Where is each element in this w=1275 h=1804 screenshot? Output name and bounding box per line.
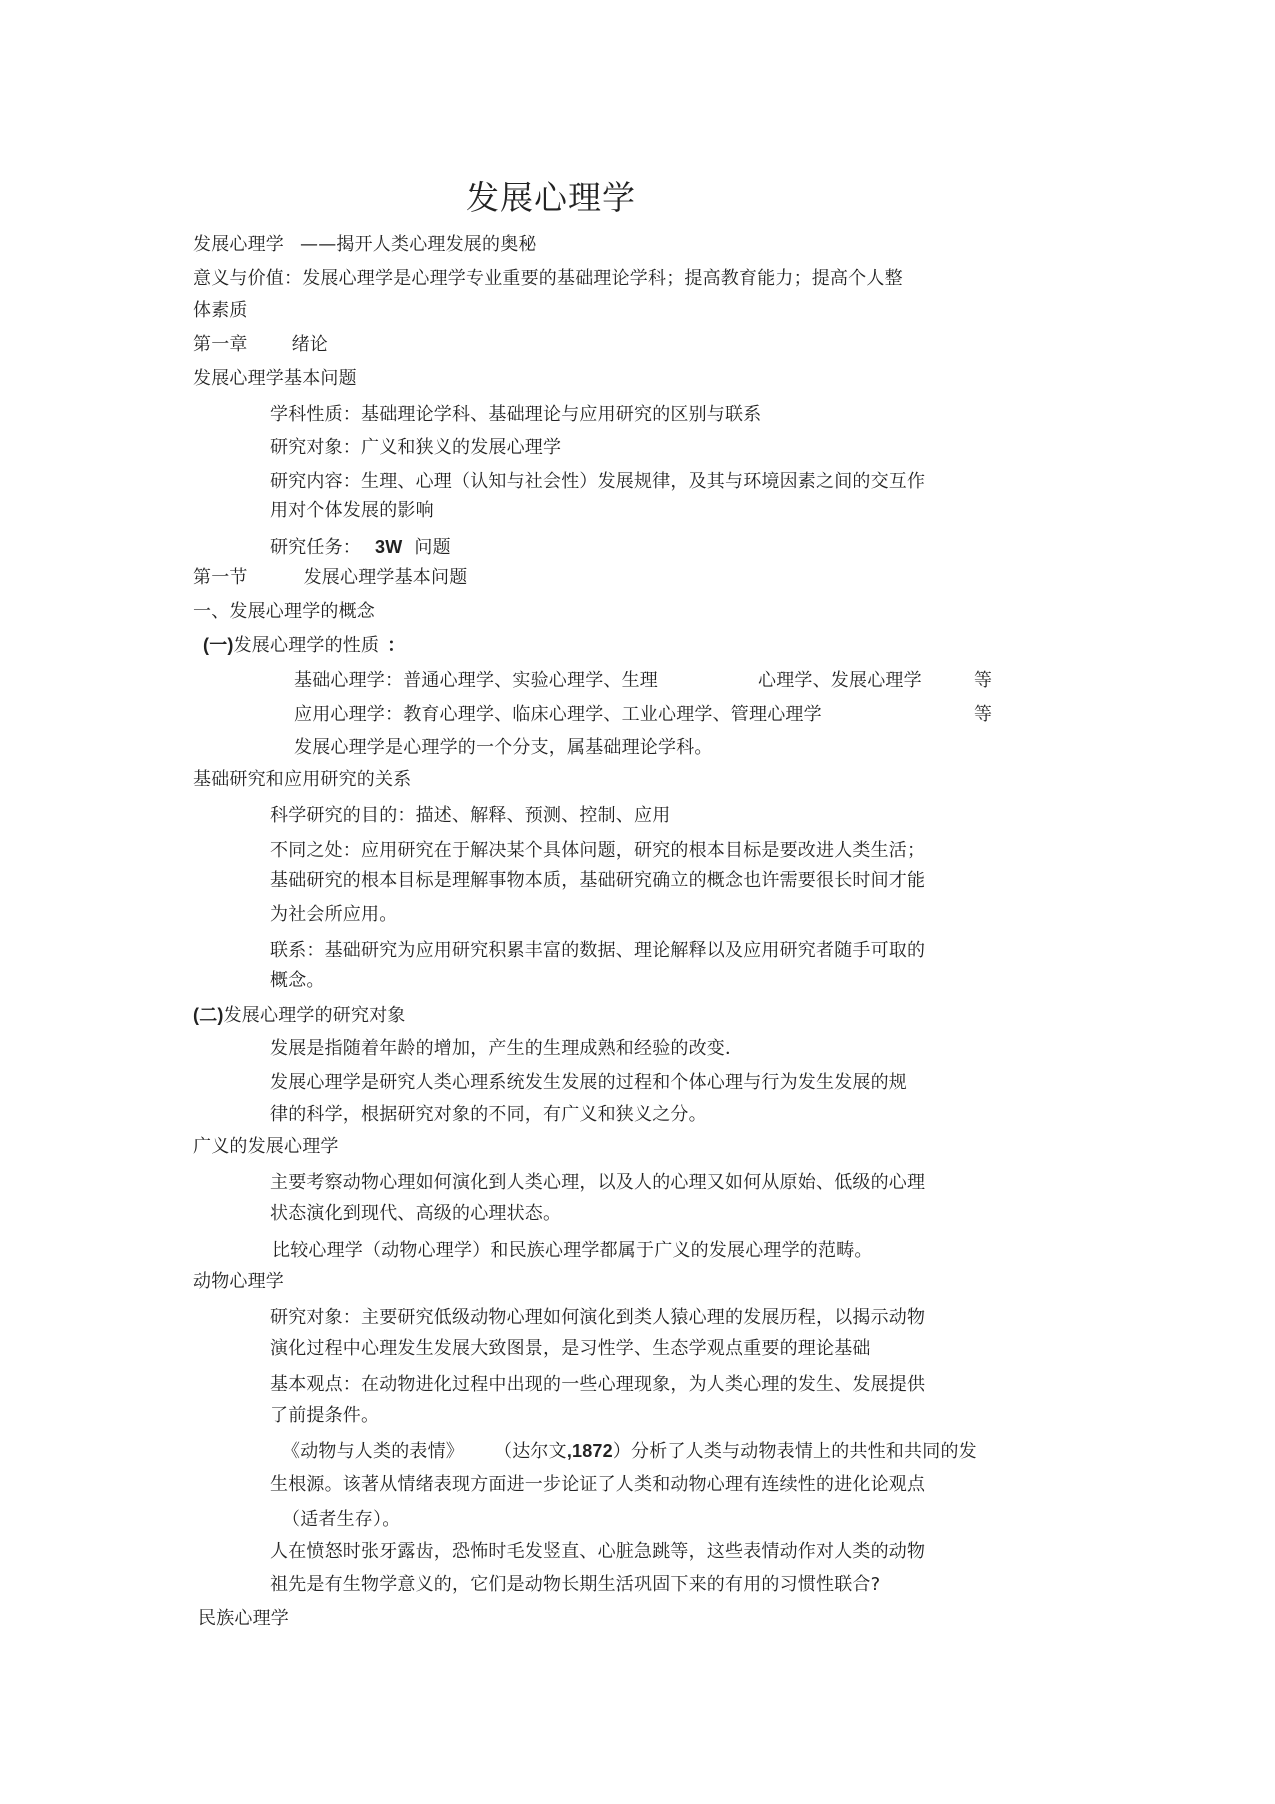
task-prefix: 研究任务： xyxy=(270,537,361,558)
broad-heading: 广义的发展心理学 xyxy=(193,1136,339,1157)
animal-book-line xyxy=(282,1440,977,1463)
relation-purpose: 科学研究的目的：描述、解释、预测、控制、应用 xyxy=(270,805,671,826)
nature-basic-c: 等 xyxy=(974,670,993,691)
book-title: 《动物与人类的表情》 xyxy=(282,1441,464,1462)
nature-colon: ： xyxy=(387,635,406,655)
animal-book-2: 生根源。该著从情绪表现方面进一步论证了人类和动物心理有连续性的进化论观点 xyxy=(270,1474,926,1495)
nature-heading xyxy=(203,634,405,657)
nature-basic-b: 心理学、发展心理学 xyxy=(758,670,922,691)
nature-marker: (一) xyxy=(203,635,234,655)
subtitle-dash: —— xyxy=(300,234,337,255)
nature-basic-a: 基础心理学：普通心理学、实验心理学、生理 xyxy=(294,670,658,691)
section-name: 发展心理学基本问题 xyxy=(303,567,468,588)
document-title: 发展心理学 xyxy=(466,178,636,217)
relation-diff-1: 不同之处：应用研究在于解决某个具体问题，研究的根本目标是要改进人类生活； xyxy=(270,840,926,861)
significance-line-2: 体素质 xyxy=(193,300,248,321)
relation-diff-2: 基础研究的根本目标是理解事物本质，基础研究确立的概念也许需要很长时间才能 xyxy=(270,870,926,891)
basic-issues-heading: 发展心理学基本问题 xyxy=(193,368,357,389)
task-suffix: 问题 xyxy=(414,537,451,558)
nature-applied-c: 等 xyxy=(974,704,993,725)
subtitle-line xyxy=(193,234,537,256)
broad-line-2: 状态演化到现代、高级的心理状态。 xyxy=(270,1203,562,1224)
animal-example-1: 人在愤怒时张牙露齿，恐怖时毛发竖直、心脏急跳等，这些表情动作对人类的动物 xyxy=(270,1541,926,1562)
chapter-number: 第一章 xyxy=(193,334,248,355)
animal-view-1: 基本观点：在动物进化过程中出现的一些心理现象，为人类心理的发生、发展提供 xyxy=(270,1374,926,1395)
nature-heading-text: 发展心理学的性质 xyxy=(233,635,380,656)
relation-link-2: 概念。 xyxy=(270,970,325,991)
relation-heading: 基础研究和应用研究的关系 xyxy=(193,769,412,790)
subtitle-right: 揭开人类心理发展的奥秘 xyxy=(336,234,537,255)
chapter-heading xyxy=(193,334,328,356)
chapter-name: 绪论 xyxy=(291,334,329,355)
object-def-1: 发展是指随着年龄的增加，产生的生理成熟和经验的改变． xyxy=(270,1038,744,1059)
object-def-2b: 律的科学，根据研究对象的不同，有广义和狭义之分。 xyxy=(270,1104,707,1125)
basic-issues-object: 研究对象：广义和狭义的发展心理学 xyxy=(270,437,562,458)
basic-issues-task xyxy=(270,536,451,559)
animal-example-2: 祖先是有生物学意义的，它们是动物长期生活巩固下来的有用的习惯性联合? xyxy=(270,1574,881,1595)
object-marker: (二) xyxy=(193,1005,224,1025)
broad-line-3: 比较心理学（动物心理学）和民族心理学都属于广义的发展心理学的范畴。 xyxy=(272,1240,873,1261)
book-year: ,1872 xyxy=(566,1441,613,1461)
relation-diff-3: 为社会所应用。 xyxy=(270,904,398,925)
significance-line-1: 意义与价值：发展心理学是心理学专业重要的基础理论学科；提高教育能力；提高个人整 xyxy=(193,268,903,289)
nature-branch: 发展心理学是心理学的一个分支，属基础理论学科。 xyxy=(294,737,713,758)
object-heading-text: 发展心理学的研究对象 xyxy=(223,1005,406,1026)
object-heading xyxy=(193,1004,406,1027)
animal-view-2: 了前提条件。 xyxy=(270,1405,380,1426)
animal-obj-2: 演化过程中心理发生发展大致图景，是习性学、生态学观点重要的理论基础 xyxy=(270,1338,871,1359)
book-paren: （达尔文 xyxy=(494,1441,567,1462)
section-number: 第一节 xyxy=(193,567,248,588)
task-bold: 3W xyxy=(375,537,403,557)
section-heading xyxy=(193,567,467,589)
concept-heading: 一、发展心理学的概念 xyxy=(193,601,375,622)
broad-line-1: 主要考察动物心理如何演化到人类心理，以及人的心理又如何从原始、低级的心理 xyxy=(270,1172,926,1193)
subtitle-left: 发展心理学 xyxy=(193,234,284,255)
animal-heading: 动物心理学 xyxy=(193,1271,284,1292)
nature-applied-a: 应用心理学：教育心理学、临床心理学、工业心理学、管理心理学 xyxy=(294,704,822,725)
basic-issues-nature: 学科性质：基础理论学科、基础理论与应用研究的区别与联系 xyxy=(270,404,762,425)
animal-book-3: （适者生存）。 xyxy=(282,1509,401,1530)
object-def-2a: 发展心理学是研究人类心理系统发生发展的过程和个体心理与行为发生发展的规 xyxy=(270,1072,907,1093)
basic-issues-content-1: 研究内容：生理、心理（认知与社会性）发展规律，及其与环境因素之间的交互作 xyxy=(270,471,926,492)
animal-obj-1: 研究对象：主要研究低级动物心理如何演化到类人猿心理的发展历程，以揭示动物 xyxy=(270,1307,926,1328)
book-rest: ）分析了人类与动物表情上的共性和共同的发 xyxy=(612,1441,977,1462)
ethnic-heading: 民族心理学 xyxy=(198,1608,289,1629)
relation-link-1: 联系：基础研究为应用研究积累丰富的数据、理论解释以及应用研究者随手可取的 xyxy=(270,940,926,961)
basic-issues-content-2: 用对个体发展的影响 xyxy=(270,500,434,521)
